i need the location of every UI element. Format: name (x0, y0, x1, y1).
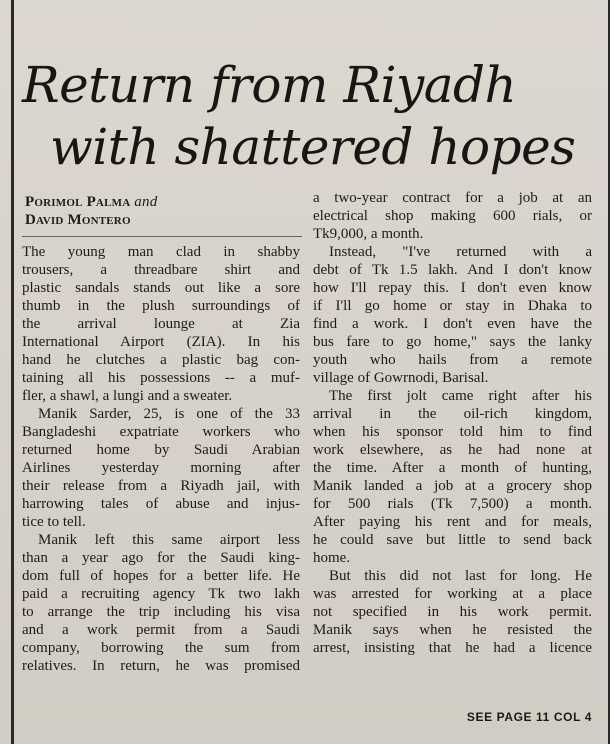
body-line: The first jolt came right after his (329, 388, 592, 404)
body-line: thumb in the plush surroundings of (22, 298, 300, 314)
body-line: Manik says when he resisted the (313, 622, 592, 638)
body-line: harrowing tales of abuse and injus- (22, 496, 300, 512)
byline-divider (22, 236, 302, 237)
body-line: dom full of hopes for a better life. He (22, 568, 300, 584)
byline-author-1: Porimol Palma (25, 194, 131, 210)
body-line: youth who hails from a remote (313, 352, 592, 368)
body-line: company, borrowing the sum from (22, 640, 300, 656)
body-line: was arrested for working at a place (313, 586, 592, 602)
body-line: paid a recruiting agency Tk two lakh (22, 586, 300, 602)
body-line: if I'll go home or stay in Dhaka to (313, 298, 592, 314)
body-line: find a work. I don't even have the (313, 316, 592, 332)
body-line: But this did not last for long. He (329, 568, 592, 584)
body-line: he could save but little to send back (313, 532, 592, 548)
body-line: Airlines yesterday morning after (22, 460, 300, 476)
body-line: Manik left this same airport less (38, 532, 300, 548)
body-line: Manik Sarder, 25, is one of the 33 (38, 406, 300, 422)
body-line: Instead, "I've returned with a (329, 244, 592, 260)
headline (20, 54, 600, 178)
body-line: home. (313, 550, 351, 566)
body-line: and a work permit from a Saudi (22, 622, 300, 638)
body-line: trousers, a threadbare shirt and (22, 262, 300, 278)
body-line: Manik landed a job at a grocery shop (313, 478, 592, 494)
body-line: plastic sandals stands out like a sore (22, 280, 300, 296)
byline-first-line (25, 193, 290, 211)
body-line: tice to tell. (22, 514, 86, 530)
body-line: for 500 rials (Tk 7,500) a month. (313, 496, 592, 512)
article-column-2 (313, 189, 592, 657)
body-line: arrival in the oil-rich kingdom, (313, 406, 592, 422)
article-column-1 (22, 243, 300, 675)
body-line: village of Gowrnodi, Barisal. (313, 370, 489, 386)
body-line: the arrival lounge at Zia (22, 316, 300, 332)
body-line: The young man clad in shabby (22, 244, 300, 260)
body-line: when his sponsor told him to find (313, 424, 592, 440)
body-line: arrest, insisting that he had a licence (313, 640, 592, 656)
body-line: a two-year contract for a job at an (313, 190, 592, 206)
body-line: relatives. In return, he was promised (22, 658, 300, 674)
byline-and: and (134, 194, 158, 210)
body-line: to arrange the trip including his visa (22, 604, 300, 620)
continuation-jump-line: SEE PAGE 11 COL 4 (466, 710, 592, 724)
body-line: than a year ago for the Saudi king- (22, 550, 300, 566)
body-line: debt of Tk 1.5 lakh. And I don't know (313, 262, 592, 278)
body-line: taining all his possessions -- a muf- (22, 370, 300, 386)
body-line: hand he clutches a plastic bag con- (22, 352, 300, 368)
body-line: their release from a Riyadh jail, with (22, 478, 300, 494)
byline-author-2: David Montero (25, 212, 131, 228)
body-line: electrical shop making 600 rials, or (313, 208, 592, 224)
body-line: not specified in his work permit. (313, 604, 592, 620)
body-line: the time. After a month of hunting, (313, 460, 592, 476)
body-line: work elsewhere, as he had none at (313, 442, 592, 458)
body-line: returned home by Saudi Arabian (22, 442, 300, 458)
body-line: bus fare to go home," says the lanky (313, 334, 592, 350)
body-line: how I'll repay this. I don't even know (313, 280, 592, 296)
body-line: fler, a shawl, a lungi and a sweater. (22, 388, 233, 404)
headline-line-2: with shattered hopes (50, 117, 576, 176)
body-line: After paying his rent and for meals, (313, 514, 592, 530)
body-line: Bangladeshi expatriate workers who (22, 424, 300, 440)
left-column-rule (11, 0, 14, 744)
headline-line-1: Return from Riyadh (22, 55, 517, 114)
body-line: Tk9,000, a month. (313, 226, 424, 242)
body-line: International Airport (ZIA). In his (22, 334, 300, 350)
byline (25, 193, 290, 229)
